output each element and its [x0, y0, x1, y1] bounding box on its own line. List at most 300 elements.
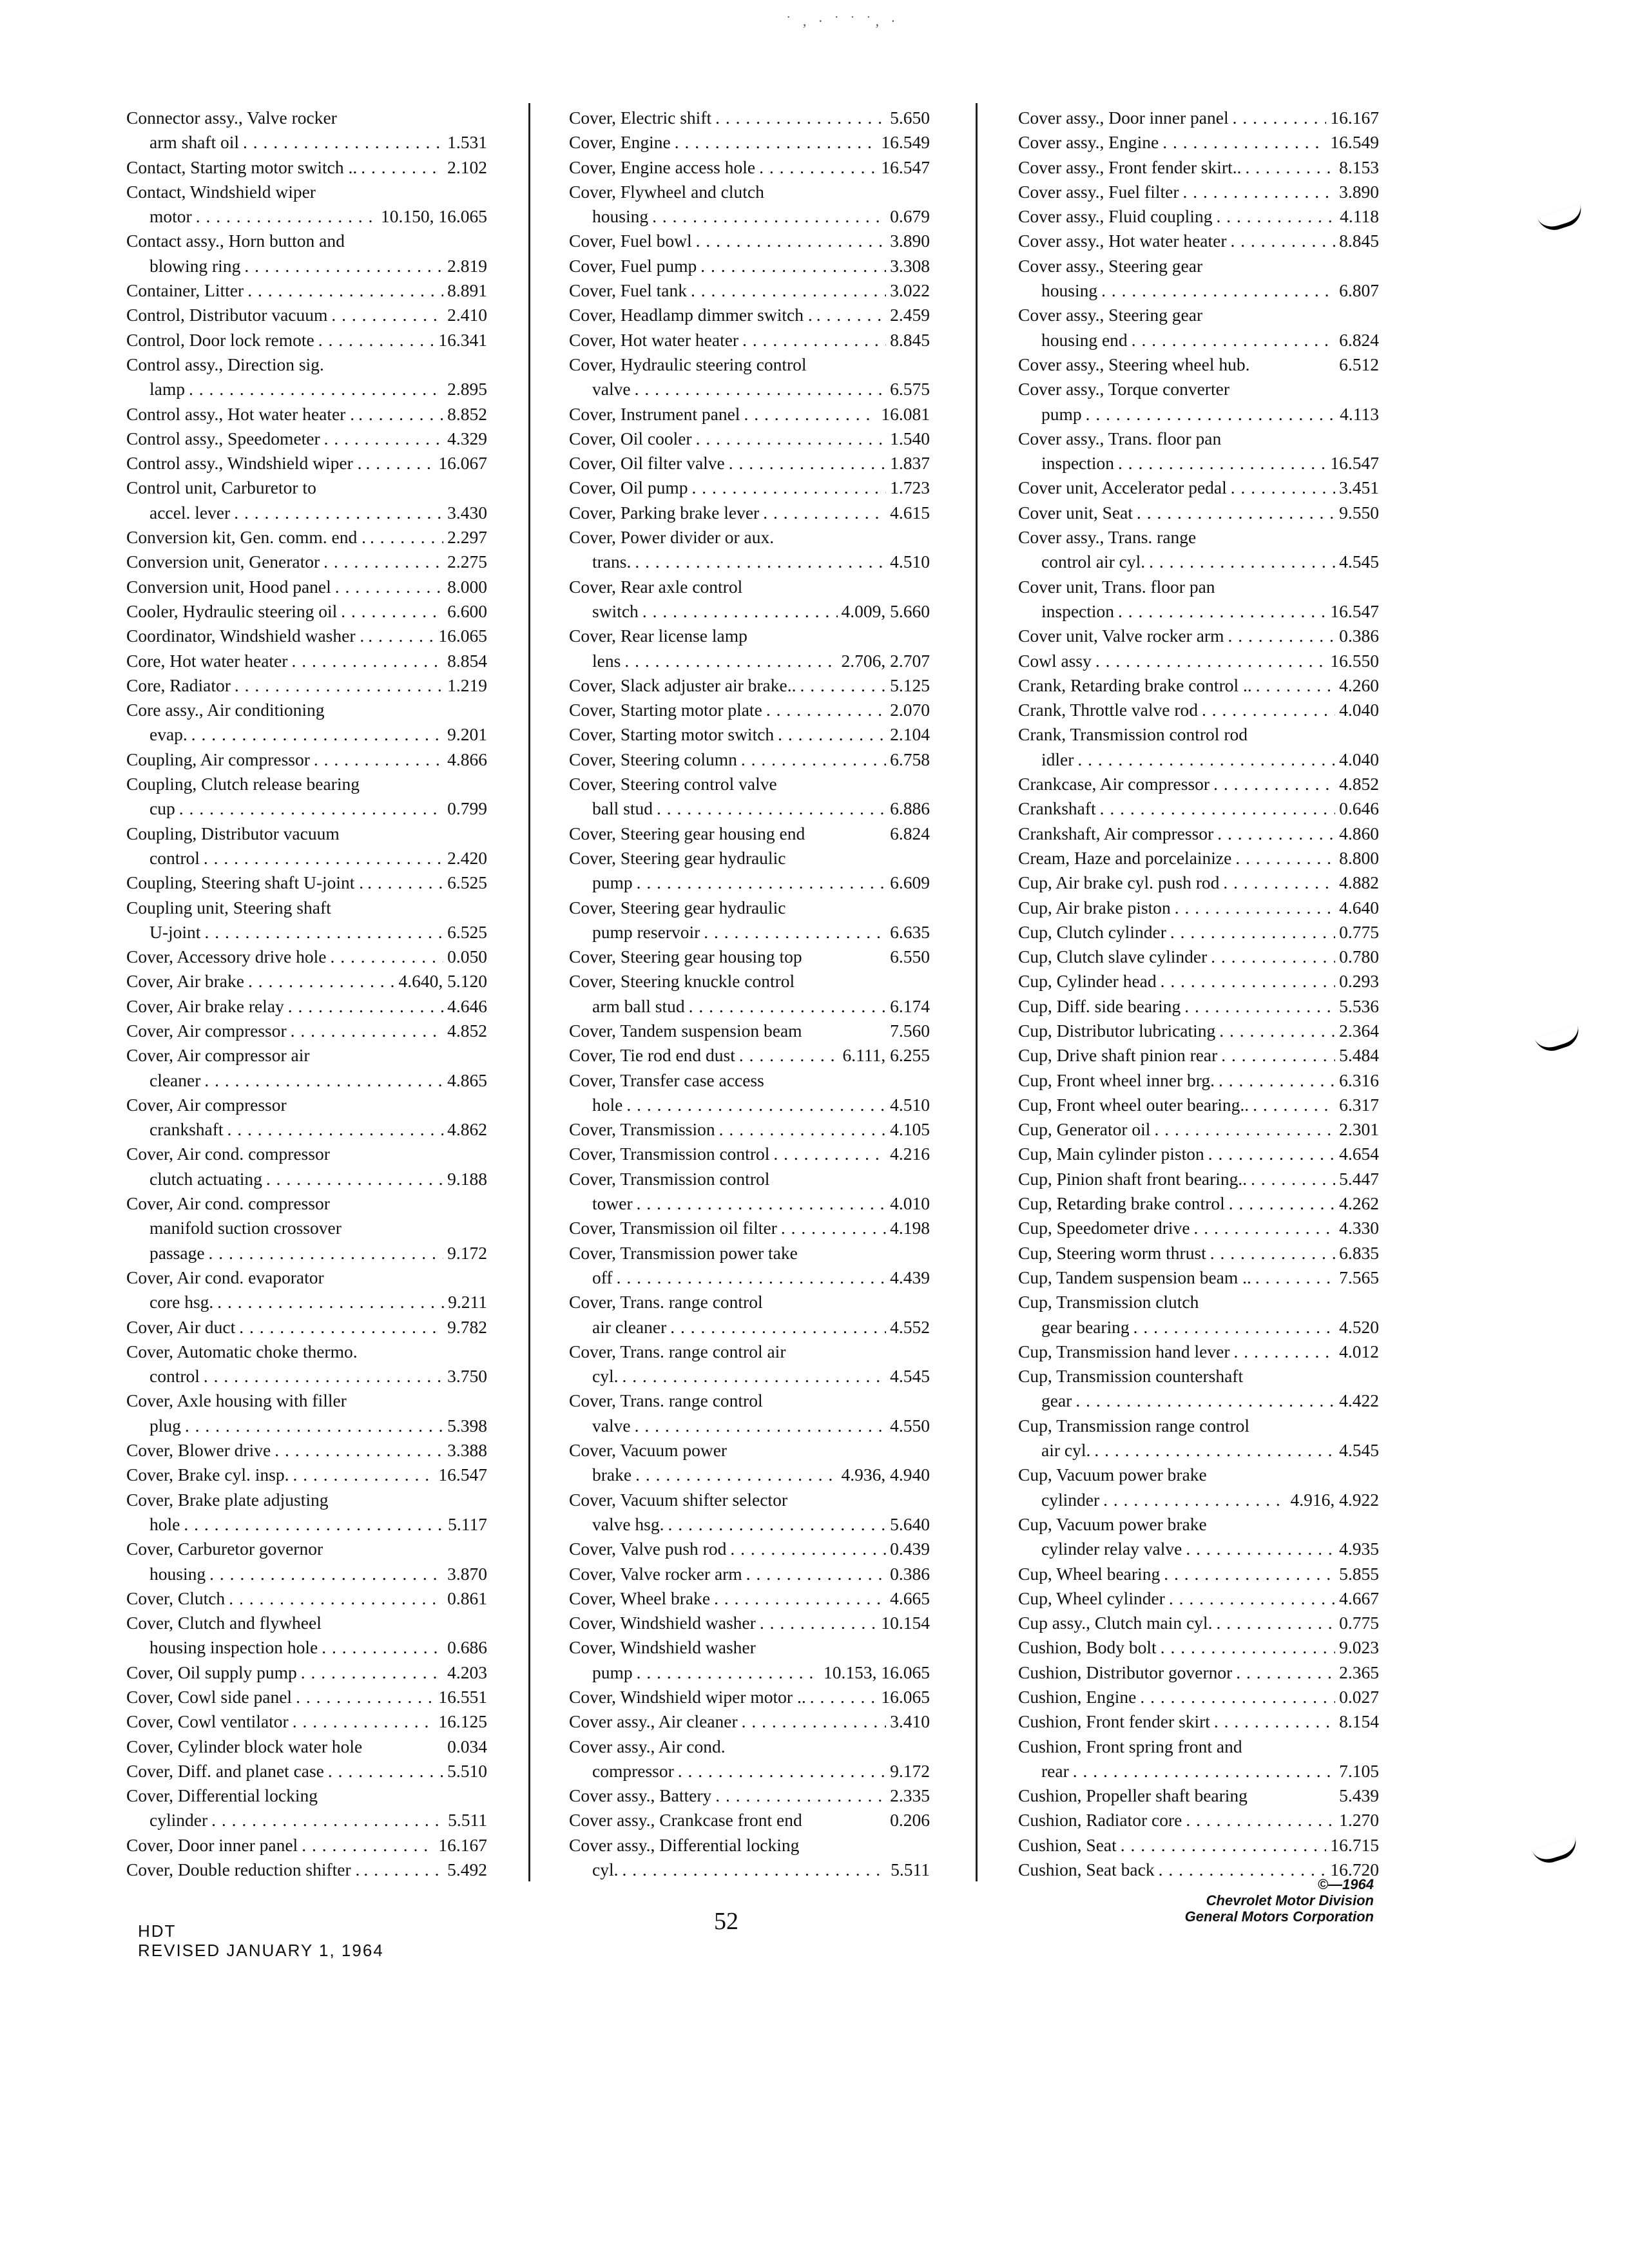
entry-text: Cover, Electric shift	[569, 108, 712, 128]
page-reference: 3.430	[447, 502, 487, 523]
entry-text: housing end	[1041, 329, 1128, 350]
index-entry	[569, 1389, 930, 1438]
dot-leader	[191, 722, 443, 747]
dot-leader	[778, 722, 886, 747]
page-reference: 4.545	[1339, 1440, 1379, 1461]
manual-code: HDT	[138, 1921, 177, 1941]
entry-line	[1018, 1265, 1379, 1290]
entry-text: Cover unit, Seat	[1018, 502, 1133, 523]
entry-heading	[569, 1635, 930, 1660]
page-reference: 5.484	[1339, 1045, 1379, 1066]
entry-heading	[126, 1043, 487, 1068]
entry-line	[569, 1093, 930, 1117]
entry-text: Cover, Windshield wiper motor ..	[569, 1687, 806, 1707]
entry-line	[569, 1709, 930, 1734]
page-reference: 16.549	[881, 132, 930, 153]
dot-leader	[227, 1117, 444, 1142]
page-reference: 4.545	[890, 1366, 930, 1387]
dot-leader	[209, 1241, 444, 1265]
entry-text: accel. lever	[149, 502, 231, 523]
entry-text: Conversion kit, Gen. comm. end .	[126, 527, 366, 548]
entry-text: Cover assy., Air cleaner	[569, 1711, 738, 1732]
binder-mark	[1532, 1836, 1580, 1867]
index-entry	[126, 1043, 487, 1093]
entry-text: Cover, Oil cooler	[569, 428, 692, 448]
page-reference: 7.560	[890, 1020, 930, 1041]
page-reference: 4.615	[890, 502, 930, 523]
page-reference: 0.386	[890, 1563, 930, 1584]
index-entry	[1018, 106, 1379, 130]
entry-heading	[126, 180, 487, 204]
page-reference: 0.646	[1339, 798, 1379, 819]
entry-line	[126, 501, 487, 525]
dot-leader	[741, 747, 886, 772]
page-reference: 3.451	[1339, 477, 1379, 498]
entry-line	[569, 945, 930, 969]
dot-leader	[322, 1635, 443, 1660]
dot-leader	[1164, 1562, 1335, 1586]
entry-text: inspection	[1041, 601, 1115, 621]
entry-heading	[569, 624, 930, 648]
dot-leader	[1149, 550, 1335, 574]
entry-line	[569, 303, 930, 327]
column-divider	[528, 103, 530, 1881]
entry-line	[126, 1019, 487, 1043]
dot-leader	[692, 476, 887, 500]
index-entry	[569, 1808, 930, 1832]
index-entry	[126, 550, 487, 574]
index-entry	[126, 1586, 487, 1611]
dot-leader	[293, 1463, 434, 1487]
page-reference: 6.824	[1339, 329, 1379, 350]
entry-text: Cover, Air brake relay	[126, 995, 284, 1016]
entry-heading	[1018, 1735, 1379, 1759]
entry-line	[569, 501, 930, 525]
entry-text: Cover, Hot water heater	[569, 329, 739, 350]
entry-text: Cover, Steering gear hydraulic	[569, 897, 786, 918]
entry-text: Cover, Steering control valve	[569, 774, 777, 794]
index-entry	[1018, 1586, 1379, 1611]
entry-text: Cover, Hydraulic steering control	[569, 354, 807, 374]
entry-heading	[126, 896, 487, 920]
page-reference: 4.012	[1339, 1341, 1379, 1361]
dot-leader	[1073, 1759, 1335, 1783]
index-entry	[126, 945, 487, 969]
page-reference: 1.540	[890, 428, 930, 448]
page-reference: 4.203	[447, 1662, 487, 1682]
entry-text: pump	[592, 872, 633, 893]
entry-line	[126, 377, 487, 401]
entry-heading	[1018, 575, 1379, 599]
entry-text: Cover, Headlamp dimmer switch .	[569, 305, 813, 325]
entry-text: Cooler, Hydraulic steering oil	[126, 601, 338, 621]
entry-text: Cup, Transmission clutch	[1018, 1292, 1199, 1312]
entry-text: Cover, Steering knuckle control	[569, 971, 795, 992]
dot-leader	[617, 1265, 887, 1290]
index-entry	[1018, 1709, 1379, 1734]
index-entry	[1018, 920, 1379, 945]
entry-heading	[569, 1488, 930, 1512]
dot-leader	[324, 427, 443, 451]
index-entry	[126, 698, 487, 747]
entry-line	[1018, 1783, 1379, 1808]
index-entry	[569, 525, 930, 575]
entry-heading	[126, 772, 487, 796]
entry-line	[1018, 1660, 1379, 1685]
index-entry	[126, 476, 487, 525]
entry-text: Crank, Retarding brake control ..	[1018, 675, 1252, 695]
index-entry	[1018, 1808, 1379, 1832]
entry-text: Cup, Generator oil	[1018, 1119, 1151, 1140]
dot-leader	[766, 698, 886, 722]
entry-text: Cover, Accessory drive hole	[126, 947, 327, 967]
page-reference: 2.102	[447, 157, 487, 177]
index-entry	[1018, 575, 1379, 624]
index-entry	[1018, 1611, 1379, 1635]
dot-leader	[670, 1315, 886, 1340]
entry-line	[569, 1685, 930, 1709]
page-reference: 3.750	[447, 1366, 487, 1387]
index-entry	[126, 1537, 487, 1586]
entry-text: Cover assy., Door inner panel	[1018, 108, 1229, 128]
entry-text: passage	[149, 1242, 205, 1263]
dot-leader	[247, 278, 443, 303]
entry-text: Cover, Transmission control	[569, 1144, 770, 1164]
index-entry	[569, 1340, 930, 1389]
entry-text: gear bearing	[1041, 1316, 1130, 1337]
entry-text: Cover, Air compressor air	[126, 1045, 310, 1066]
entry-text: Cup, Cylinder head	[1018, 971, 1157, 992]
entry-line	[569, 278, 930, 303]
page-reference: 16.081	[881, 403, 930, 424]
page-reference: 0.050	[447, 947, 487, 967]
page-reference: 2.104	[890, 724, 930, 745]
entry-heading	[1018, 525, 1379, 550]
dot-leader	[341, 599, 443, 624]
page-reference: 0.293	[1339, 971, 1379, 992]
dot-leader	[1186, 1537, 1335, 1561]
dot-leader	[1229, 1191, 1335, 1216]
entry-text: Cover, Carburetor governor	[126, 1539, 323, 1559]
revision-date: REVISED JANUARY 1, 1964	[138, 1941, 384, 1960]
entry-heading	[126, 822, 487, 846]
page-reference: 16.550	[1330, 650, 1379, 671]
entry-text: Cover, Air compressor	[126, 1094, 287, 1115]
dot-leader	[781, 1216, 886, 1240]
entry-text: Cover, Vacuum shifter selector	[569, 1489, 787, 1510]
entry-line	[569, 796, 930, 821]
entry-text: Cover, Trans. range control	[569, 1390, 763, 1411]
entry-text: control air cyl.	[1041, 552, 1146, 572]
entry-heading	[126, 1611, 487, 1635]
index-entry	[1018, 846, 1379, 870]
index-entry	[1018, 822, 1379, 846]
entry-text: lamp	[149, 379, 185, 399]
entry-text: cyl.	[592, 1860, 619, 1880]
entry-text: Cover, Brake plate adjusting	[126, 1489, 329, 1510]
dot-leader	[184, 1512, 444, 1537]
index-entry	[1018, 1635, 1379, 1660]
scan-specks: ˙ ‚ · ˙ ˙ ˙‚ ·	[786, 13, 900, 29]
dot-leader	[1217, 822, 1335, 846]
entry-line	[1018, 451, 1379, 476]
dot-leader	[742, 1709, 886, 1734]
dot-leader	[642, 599, 838, 624]
entry-text: air cleaner	[592, 1316, 667, 1337]
entry-text: Crankshaft, Air compressor	[1018, 823, 1214, 843]
entry-heading	[126, 352, 487, 377]
page-reference: 5.511	[891, 1860, 930, 1880]
entry-text: valve hsg.	[592, 1514, 664, 1534]
dot-leader	[1231, 229, 1336, 253]
index-entry	[1018, 229, 1379, 253]
page-reference: 5.439	[1339, 1785, 1379, 1806]
index-entry	[569, 155, 930, 180]
entry-text: Cup, Transmission range control	[1018, 1415, 1250, 1436]
page-reference: 0.027	[1339, 1687, 1379, 1707]
entry-line	[126, 525, 487, 550]
entry-text: switch	[592, 601, 639, 621]
page-reference: 2.410	[447, 305, 487, 325]
index-entry	[126, 155, 487, 180]
entry-text: Cover assy., Fuel filter	[1018, 181, 1179, 202]
entry-line	[1018, 1389, 1379, 1413]
entry-text: arm shaft oil	[149, 132, 239, 153]
entry-line	[569, 1117, 930, 1142]
index-entry	[126, 525, 487, 550]
entry-text: Cup, Clutch slave cylinder	[1018, 947, 1208, 967]
page-reference: 10.150, 16.065	[381, 206, 487, 227]
page-reference: 4.545	[1339, 552, 1379, 572]
entry-heading	[569, 1735, 930, 1759]
index-entry	[126, 1783, 487, 1833]
entry-line	[569, 994, 930, 1019]
index-entry	[126, 575, 487, 599]
entry-text: Conversion unit, Hood panel	[126, 576, 331, 597]
entry-line	[126, 870, 487, 895]
entry-text: Cushion, Distributor governor	[1018, 1662, 1233, 1682]
dot-leader	[760, 1611, 878, 1635]
entry-text: Cover, Air brake	[126, 971, 244, 992]
entry-line	[569, 1043, 930, 1068]
page-reference: 6.525	[447, 921, 487, 942]
entry-text: Cover, Air cond. compressor	[126, 1144, 330, 1164]
index-entry	[1018, 969, 1379, 994]
entry-text: cylinder relay valve	[1041, 1539, 1182, 1559]
dot-leader	[1140, 1685, 1335, 1709]
entry-line	[126, 1660, 487, 1685]
index-entry	[569, 1043, 930, 1068]
entry-text: arm ball stud	[592, 995, 685, 1016]
entry-line	[126, 575, 487, 599]
dot-leader	[1233, 1340, 1335, 1364]
entry-text: Cover, Wheel brake	[569, 1588, 711, 1608]
entry-line	[1018, 945, 1379, 969]
index-entry	[126, 1488, 487, 1537]
entry-text: control	[149, 1366, 200, 1387]
entry-text: Cover assy., Crankcase front end	[569, 1810, 802, 1831]
page-reference: 4.010	[890, 1193, 930, 1214]
page-reference: 4.862	[447, 1119, 487, 1140]
dot-leader	[1256, 673, 1335, 698]
entry-text: Control unit, Carburetor to	[126, 477, 316, 498]
entry-line	[1018, 1611, 1379, 1635]
dot-leader	[1216, 1611, 1335, 1635]
page-reference: 4.009, 5.660	[841, 601, 930, 621]
dot-leader	[635, 550, 886, 574]
page-reference: 2.335	[890, 1785, 930, 1806]
index-entry	[1018, 303, 1379, 352]
entry-text: Cushion, Front fender skirt	[1018, 1711, 1210, 1732]
entry-text: Cover, Fuel bowl	[569, 231, 692, 251]
entry-heading	[126, 106, 487, 130]
entry-line	[569, 1611, 930, 1635]
entry-line	[569, 1414, 930, 1438]
index-entry	[1018, 352, 1379, 377]
page-reference: 16.067	[438, 453, 487, 474]
page-reference: 4.646	[447, 995, 487, 1016]
index-column-2	[569, 106, 930, 1882]
dot-leader	[1118, 599, 1326, 624]
entry-text: Cover, Slack adjuster air brake..	[569, 675, 796, 695]
page-reference: 16.551	[438, 1687, 487, 1707]
page-reference: 4.640, 5.120	[398, 971, 487, 992]
entry-heading	[569, 1068, 930, 1093]
entry-text: Cowl assy	[1018, 650, 1092, 671]
dot-leader	[1221, 1043, 1335, 1068]
entry-text: compressor	[592, 1760, 674, 1781]
dot-leader	[1132, 328, 1335, 352]
entry-line	[126, 796, 487, 821]
entry-line	[569, 1142, 930, 1166]
entry-heading	[1018, 377, 1379, 401]
index-entry	[126, 229, 487, 278]
entry-text: Coupling, Air compressor	[126, 749, 310, 769]
entry-text: Coordinator, Windshield washer .	[126, 626, 365, 646]
dot-leader	[367, 870, 443, 895]
index-entry	[1018, 1043, 1379, 1068]
index-entry	[126, 1191, 487, 1265]
dot-leader	[626, 1093, 886, 1117]
dot-leader	[714, 1586, 886, 1611]
entry-heading	[1018, 1512, 1379, 1537]
entry-line	[1018, 1167, 1379, 1191]
entry-line	[1018, 1685, 1379, 1709]
entry-line	[126, 1858, 487, 1882]
entry-line	[569, 1265, 930, 1290]
entry-heading	[126, 476, 487, 500]
index-entry	[126, 1833, 487, 1858]
page-reference: 4.118	[1340, 206, 1379, 227]
entry-text: Cover, Fuel pump	[569, 255, 697, 276]
dot-leader	[234, 501, 443, 525]
entry-heading	[126, 1340, 487, 1364]
index-entry	[1018, 1660, 1379, 1685]
page-reference: 6.512	[1339, 354, 1379, 374]
entry-line	[1018, 1019, 1379, 1043]
entry-heading	[1018, 1290, 1379, 1314]
dot-leader	[328, 1759, 443, 1783]
index-entry	[569, 1019, 930, 1043]
entry-line	[1018, 1216, 1379, 1240]
dot-leader	[742, 328, 886, 352]
entry-line	[1018, 1043, 1379, 1068]
index-entry	[1018, 1241, 1379, 1265]
entry-line	[126, 1364, 487, 1389]
entry-text: Cup, Tandem suspension beam ..	[1018, 1267, 1251, 1287]
entry-line	[1018, 1142, 1379, 1166]
index-entry	[126, 1735, 487, 1759]
dot-leader	[652, 204, 886, 229]
index-entry	[1018, 698, 1379, 722]
entry-heading	[1018, 1414, 1379, 1438]
entry-line	[569, 649, 930, 673]
page-reference: 3.022	[890, 280, 930, 301]
entry-heading	[1018, 254, 1379, 278]
entry-text: Cushion, Body bolt	[1018, 1637, 1157, 1658]
dot-leader	[248, 969, 395, 994]
dot-leader	[1175, 896, 1335, 920]
entry-text: motor	[149, 206, 192, 227]
entry-line	[126, 1117, 487, 1142]
index-entry	[1018, 1068, 1379, 1093]
page-reference: 4.860	[1339, 823, 1379, 843]
index-entry	[569, 747, 930, 772]
entry-text: Cup, Drive shaft pinion rear	[1018, 1045, 1218, 1066]
dot-leader	[314, 747, 443, 772]
page-reference: 5.640	[890, 1514, 930, 1534]
page-reference: 16.065	[438, 626, 487, 646]
page-reference: 2.275	[447, 552, 487, 572]
entry-line	[126, 1586, 487, 1611]
entry-text: Cover assy., Steering wheel hub.	[1018, 354, 1250, 374]
page-reference: 8.891	[447, 280, 487, 301]
index-entry	[126, 106, 487, 155]
entry-text: Cover, Transmission	[569, 1119, 715, 1140]
entry-text: tower	[592, 1193, 633, 1214]
page-reference: 4.510	[890, 552, 930, 572]
index-entry	[1018, 476, 1379, 500]
page-reference: 0.679	[890, 206, 930, 227]
dot-leader	[204, 920, 443, 945]
entry-line	[1018, 896, 1379, 920]
dot-leader	[1075, 1389, 1335, 1413]
entry-text: Cover, Trans. range control	[569, 1292, 763, 1312]
index-entry	[569, 822, 930, 846]
entry-line	[126, 920, 487, 945]
entry-text: brake	[592, 1465, 632, 1485]
entry-line	[569, 673, 930, 698]
entry-heading	[1018, 427, 1379, 451]
entry-line	[569, 550, 930, 574]
entry-line	[126, 1759, 487, 1783]
entry-text: Coupling, Distributor vacuum	[126, 823, 340, 843]
page-reference: 5.855	[1339, 1563, 1379, 1584]
index-entry	[569, 722, 930, 747]
entry-text: core hsg.	[149, 1292, 214, 1312]
page-reference: 4.936, 4.940	[841, 1465, 930, 1485]
entry-line	[1018, 278, 1379, 303]
index-entry	[1018, 1290, 1379, 1340]
entry-text: Cover assy., Differential locking	[569, 1834, 800, 1855]
dot-leader	[763, 501, 886, 525]
entry-heading	[569, 1389, 930, 1413]
dot-leader	[1133, 1315, 1335, 1340]
entry-text: Coupling unit, Steering shaft	[126, 897, 331, 918]
page-reference: 6.635	[890, 921, 930, 942]
page-reference: 0.775	[1339, 1613, 1379, 1633]
entry-line	[569, 328, 930, 352]
